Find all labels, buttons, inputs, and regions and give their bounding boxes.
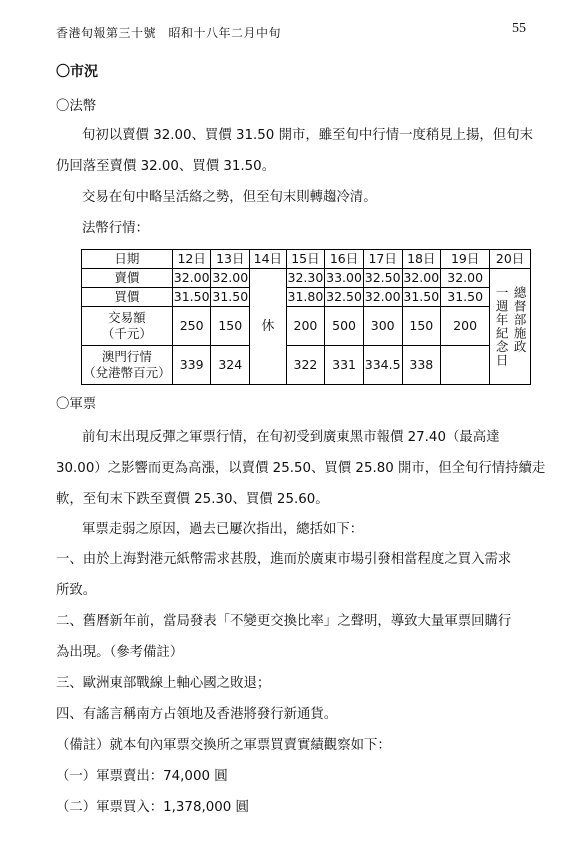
table-row-macau: [82, 346, 531, 385]
sell-value: 32.00: [172, 269, 211, 288]
macau-value: 324: [211, 346, 250, 385]
header-cell-day: 14日: [250, 250, 287, 269]
header-cell-day: 17日: [363, 250, 402, 269]
volume-value: 500: [325, 307, 364, 346]
row-label-macau-line2: （兌港幣百元）: [83, 365, 171, 380]
fabi-para1-line1: 旬初以賣價 32.00、買價 31.50 開市，雖至旬中行情一度稍見上揚，但旬末: [82, 128, 533, 143]
holiday-20-cell: [490, 269, 531, 385]
holiday-14-label: 休: [261, 318, 275, 334]
row-label-volume: [82, 307, 173, 346]
military-para1-line3: 軟，至旬末下跌至賣價 25.30、買價 25.60。: [56, 492, 329, 507]
macau-value: 322: [286, 346, 325, 385]
buy-value: 32.50: [325, 288, 364, 307]
volume-value: 200: [286, 307, 325, 346]
fabi-heading: 〇法幣: [56, 99, 97, 114]
header-cell-day: 12日: [172, 250, 211, 269]
military-item3: 三、歐洲東部戰線上軸心國之敗退；: [56, 676, 271, 691]
volume-value: 300: [363, 307, 402, 346]
table-row-sell: [82, 269, 531, 288]
volume-value: 150: [402, 307, 441, 346]
section-market-heading: 〇市況: [56, 64, 98, 80]
military-note: （備註）就本旬內軍票交換所之軍票買賣實績觀察如下：: [56, 738, 391, 753]
table-header-row: [82, 250, 531, 269]
fabi-rate-table: [81, 249, 531, 385]
buy-value: 31.50: [441, 288, 490, 307]
fabi-para2: 交易在旬中略呈活絡之勢，但至旬末則轉趨冷清。: [82, 190, 377, 205]
page-number: 55: [512, 21, 526, 36]
macau-value: [441, 346, 490, 385]
table-row-buy: [82, 288, 531, 307]
sell-value: 32.00: [211, 269, 250, 288]
buy-value: 31.80: [286, 288, 325, 307]
military-para2: 軍票走弱之原因，過去已屢次指出，總括如下：: [82, 522, 364, 537]
sell-value: 32.50: [363, 269, 402, 288]
military-heading: 〇軍票: [56, 397, 97, 412]
holiday-14-cell: [250, 269, 287, 385]
sell-value: 32.00: [441, 269, 490, 288]
macau-value: 338: [402, 346, 441, 385]
header-cell-day: 19日: [441, 250, 490, 269]
holiday-20-text-b: 總督部施政: [512, 286, 528, 354]
holiday-20-text-a: 一週年紀念日: [494, 286, 510, 367]
sell-value: 32.00: [402, 269, 441, 288]
macau-value: 339: [172, 346, 211, 385]
buy-value: 31.50: [172, 288, 211, 307]
military-item4: 四、有謠言稱南方占領地及香港將發行新通貨。: [56, 707, 338, 722]
row-label-volume-line2: （千元）: [101, 326, 152, 341]
volume-value: 250: [172, 307, 211, 346]
buy-value: 32.00: [363, 288, 402, 307]
row-label-macau: [82, 346, 173, 385]
buy-value: 31.50: [211, 288, 250, 307]
military-item1-line2: 所致。: [56, 583, 97, 598]
header-title: 香港旬報第三十號 昭和十八年二月中旬: [56, 26, 282, 40]
macau-value: 331: [325, 346, 364, 385]
header-cell-day: 16日: [325, 250, 364, 269]
header-cell-day: 20日: [490, 250, 531, 269]
header-cell-date: 日期: [82, 250, 173, 269]
fabi-para1-line2: 仍回落至賣價 32.00、買價 31.50。: [56, 159, 276, 174]
military-para1-line1: 前旬末出現反彈之軍票行情，在旬初受到廣東黑市報價 27.40（最高達: [82, 430, 500, 445]
row-label-sell: 賣價: [82, 269, 173, 288]
sell-value: 33.00: [325, 269, 364, 288]
military-item2-line1: 二、舊曆新年前，當局發表「不變更交換比率」之聲明，導致大量軍票回購行: [56, 614, 512, 629]
page-header: [56, 21, 526, 41]
header-cell-day: 13日: [211, 250, 250, 269]
row-label-macau-line1: 澳門行情: [101, 349, 152, 364]
volume-value: 200: [441, 307, 490, 346]
macau-value: 334.5: [363, 346, 402, 385]
header-cell-day: 15日: [286, 250, 325, 269]
table-row-volume: [82, 307, 531, 346]
header-cell-day: 18日: [402, 250, 441, 269]
volume-value: 150: [211, 307, 250, 346]
fabi-table-caption: 法幣行情：: [82, 221, 149, 236]
row-label-volume-line1: 交易額: [108, 310, 146, 325]
military-item2-line2: 為出現。（參考備註）: [56, 645, 184, 660]
military-note-item2: （二）軍票買入：1,378,000 圓: [56, 800, 249, 815]
military-item1-line1: 一、由於上海對港元紙幣需求甚殷，進而於廣東市場引發相當程度之買入需求: [56, 552, 512, 567]
row-label-buy: 買價: [82, 288, 173, 307]
buy-value: 31.50: [402, 288, 441, 307]
military-para1-line2: 30.00）之影響而更為高漲，以賣價 25.50、買價 25.80 開市，但全旬行情持續走: [56, 461, 546, 476]
sell-value: 32.30: [286, 269, 325, 288]
military-note-item1: （一）軍票賣出：74,000 圓: [56, 769, 228, 784]
